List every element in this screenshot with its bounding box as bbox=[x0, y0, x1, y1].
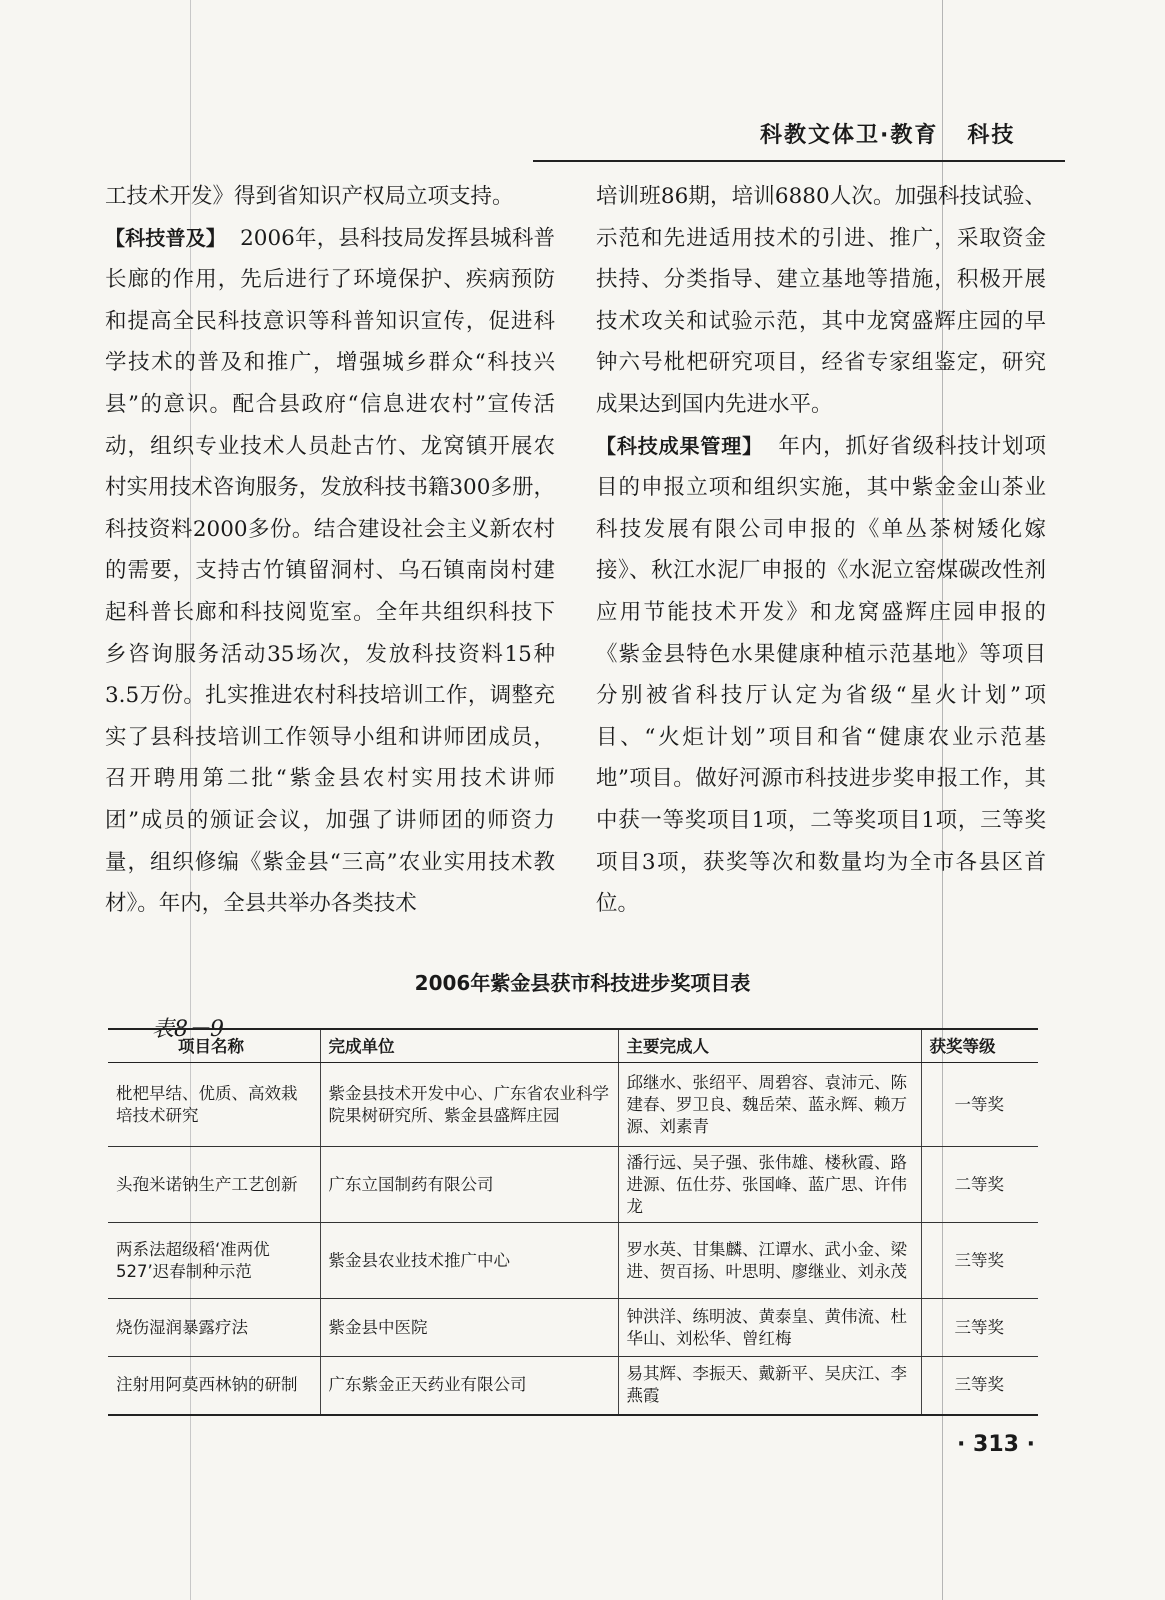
unit-cell: 广东紫金正天药业有限公司 bbox=[320, 1357, 618, 1415]
people-cell: 邱继水、张绍平、周碧容、袁沛元、陈建春、罗卫良、魏岳荣、蓝永辉、赖万源、刘素青 bbox=[618, 1063, 921, 1147]
people-cell: 钟洪洋、练明波、黄泰皇、黄伟流、杜华山、刘松华、曾红梅 bbox=[618, 1299, 921, 1357]
table-row bbox=[108, 1357, 1038, 1415]
paragraph-body: 2006年，县科技局发挥县城科普长廊的作用，先后进行了环境保护、疾病预防和提高全民科技意识等科普知识宣传，促进科学技术的普及和推广，增强城乡群众“科技兴县”的意识。配合县政府“信息进农村”宣传活动，组织专业技术人员赴古竹、龙窝镇开展农村实用技术咨询服务，发放科技书籍300多册，科技资料2000多份。结合建设社会主义新农村的需要，支持古竹镇留洞村、乌石镇南岗村建起科普长廊和科技阅览室。全年共组织科技下乡咨询服务活动35场次，发放科技资料15种3.5万份。扎实推进农村科技培训工作，调整充实了县科技培训工作领导小组和讲师团成员，召开聘用第二批“紫金县农村实用技术讲师团”成员的颁证会议，加强了讲师团的师资力量，组织修编《紫金县“三高”农业实用技术教材》。年内，全县共举办各类技术 bbox=[105, 225, 556, 917]
unit-cell: 紫金县技术开发中心、广东省农业科学院果树研究所、紫金县盛辉庄园 bbox=[320, 1063, 618, 1147]
project-name-cell: 头孢米诺钠生产工艺创新 bbox=[108, 1147, 320, 1223]
header-section: 科教文体卫·教育 bbox=[760, 123, 939, 148]
project-name-cell: 烧伤湿润暴露疗法 bbox=[108, 1299, 320, 1357]
table-row bbox=[108, 1147, 1038, 1223]
grade-cell: 三等奖 bbox=[921, 1299, 1038, 1357]
header-rule bbox=[533, 160, 1065, 162]
paragraph-achievement-management bbox=[596, 426, 1046, 925]
column-header: 项目名称 bbox=[108, 1029, 320, 1063]
table-row bbox=[108, 1063, 1038, 1147]
project-name-cell: 注射用阿莫西林钠的研制 bbox=[108, 1357, 320, 1415]
running-header bbox=[760, 118, 1015, 149]
page-number: · 313 · bbox=[957, 1432, 1035, 1457]
unit-cell: 广东立国制药有限公司 bbox=[320, 1147, 618, 1223]
column-header: 获奖等级 bbox=[921, 1029, 1038, 1063]
paragraph: 工技术开发》得到省知识产权局立项支持。 bbox=[105, 184, 514, 209]
award-table bbox=[108, 1028, 1038, 1416]
grade-cell: 二等奖 bbox=[921, 1147, 1038, 1223]
section-heading: 【科技成果管理】 bbox=[596, 433, 763, 458]
table-header-row bbox=[108, 1029, 1038, 1063]
grade-cell: 一等奖 bbox=[921, 1063, 1038, 1147]
people-cell: 易其辉、李振天、戴新平、吴庆江、李燕霞 bbox=[618, 1357, 921, 1415]
header-topic: 科技 bbox=[967, 123, 1016, 148]
grade-cell: 三等奖 bbox=[921, 1223, 1038, 1299]
column-header: 完成单位 bbox=[320, 1029, 618, 1063]
unit-cell: 紫金县中医院 bbox=[320, 1299, 618, 1357]
project-name-cell: 枇杷早结、优质、高效栽培技术研究 bbox=[108, 1063, 320, 1147]
grade-cell: 三等奖 bbox=[921, 1357, 1038, 1415]
column-header: 主要完成人 bbox=[618, 1029, 921, 1063]
section-heading: 【科技普及】 bbox=[105, 225, 227, 250]
paragraph-body: 年内，抓好省级科技计划项目的申报立项和组织实施，其中紫金金山茶业科技发展有限公司申报的《单丛茶树矮化嫁接》、秋江水泥厂申报的《水泥立窑煤碳改性剂应用节能技术开发》和龙窝盛辉庄园申报的《紫金县特色水果健康种植示范基地》等项目分别被省科技厅认定为省级“星火计划”项目、“火炬计划”项目和省“健康农业示范基地”项目。做好河源市科技进步奖申报工作，其中获一等奖项目1项，二等奖项目1项，三等奖项目3项，获奖等次和数量均为全市各县区首位。 bbox=[596, 433, 1046, 917]
table-label: 表8－9 bbox=[152, 1017, 224, 1042]
paragraph-science-popularization bbox=[105, 218, 555, 925]
table-row bbox=[108, 1299, 1038, 1357]
right-text-column bbox=[596, 176, 1046, 925]
table-title: 2006年紫金县获市科技进步奖项目表 bbox=[414, 971, 751, 995]
unit-cell: 紫金县农业技术推广中心 bbox=[320, 1223, 618, 1299]
table-row bbox=[108, 1223, 1038, 1299]
left-text-column bbox=[105, 176, 555, 925]
paragraph: 培训班86期，培训6880人次。加强科技试验、示范和先进适用技术的引进、推广，采取资金扶持、分类指导、建立基地等措施，积极开展技术攻关和试验示范，其中龙窝盛辉庄园的早钟六号枇杷研究项目，经省专家组鉴定，研究成果达到国内先进水平。 bbox=[596, 184, 1046, 417]
people-cell: 潘行远、吴子强、张伟雄、楼秋霞、路进源、伍仕芬、张国峰、蓝广思、许伟龙 bbox=[618, 1147, 921, 1223]
project-name-cell: 两系法超级稻‘准两优527’迟春制种示范 bbox=[108, 1223, 320, 1299]
people-cell: 罗水英、甘集麟、江谭水、武小金、梁进、贺百扬、叶思明、廖继业、刘永茂 bbox=[618, 1223, 921, 1299]
